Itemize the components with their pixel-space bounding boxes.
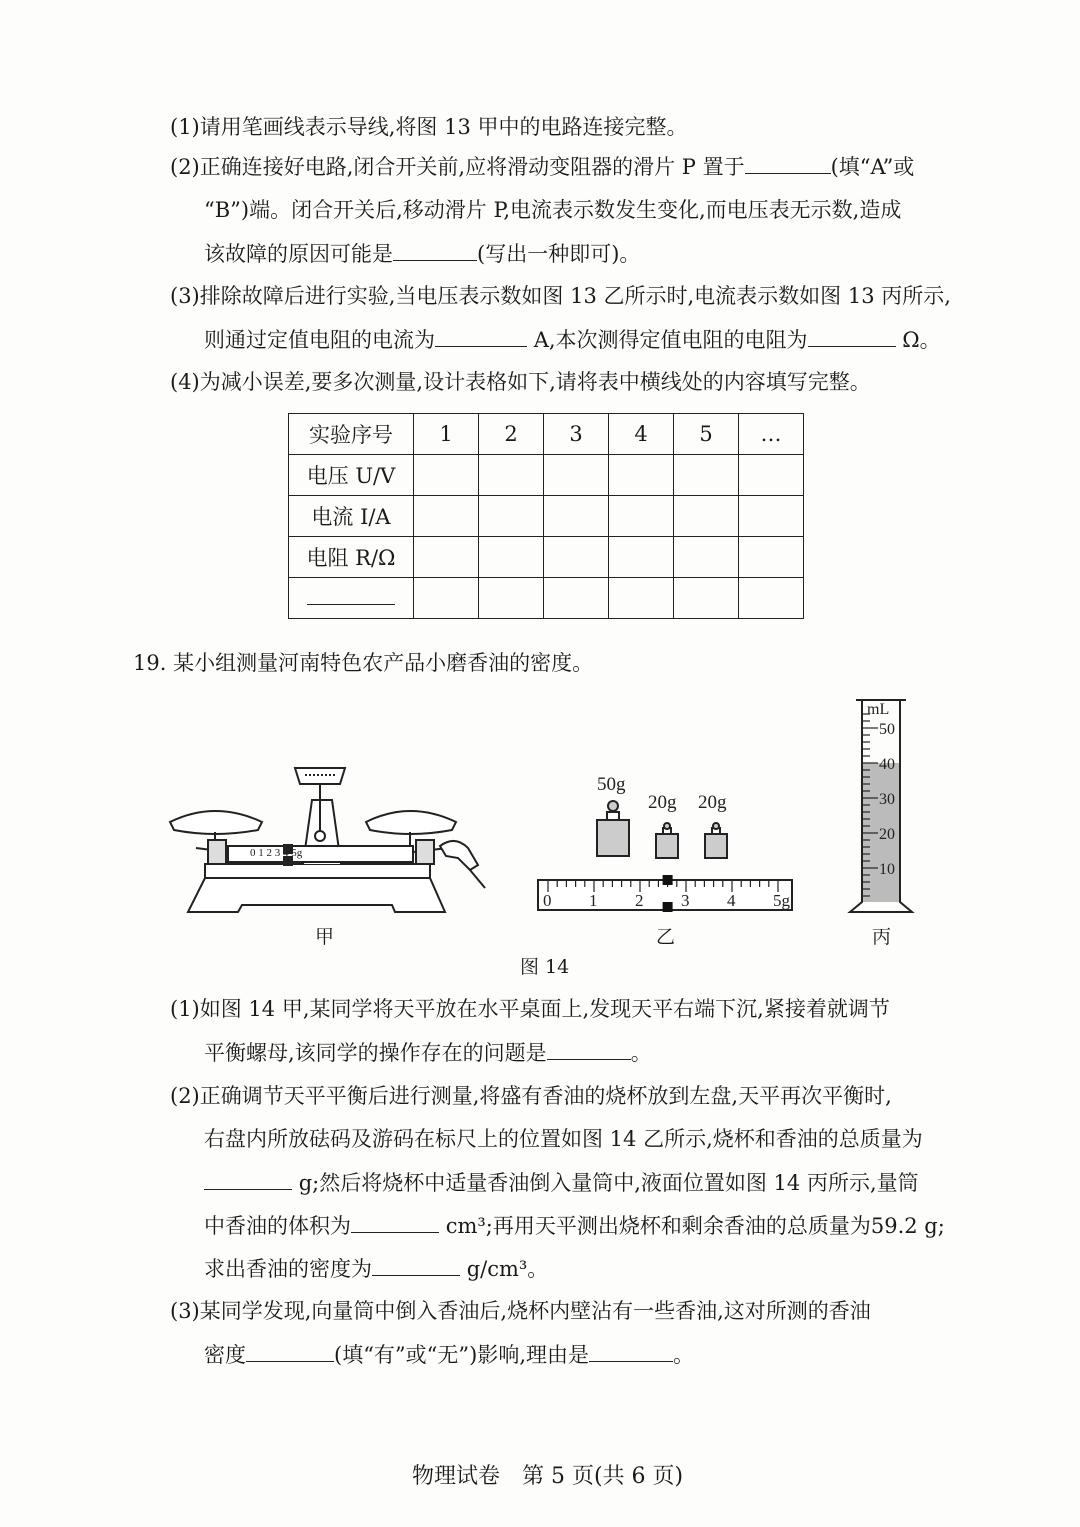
rider-marker-bottom (663, 902, 673, 912)
q19-part1-line2 (204, 1037, 652, 1068)
figure-label-jia: 甲 (315, 926, 335, 948)
cylinder-tick-label: 30 (879, 791, 895, 808)
table-header-cell: 实验序号 (289, 414, 414, 455)
figure-label-bing: 丙 (872, 926, 892, 948)
table-row-label: 电压 U/V (289, 455, 414, 496)
q19-part3-line2 (204, 1339, 694, 1370)
cylinder-tick-label: 10 (879, 861, 895, 878)
q19-part1-text-b: 平衡螺母,该同学的操作存在的问题是 (204, 1041, 547, 1065)
answer-blank-operation-problem[interactable] (547, 1037, 631, 1060)
q18-part3-text-c: A,本次测得定值电阻的电阻为 (533, 328, 808, 352)
answer-blank-effect[interactable] (246, 1339, 334, 1362)
weight-label-50g: 50g (597, 774, 626, 795)
table-header-cell: 3 (544, 414, 609, 455)
q19-part3-line1: (3)某同学发现,向量筒中倒入香油后,烧杯内壁沾有一些香油,这对所测的香油 (170, 1299, 871, 1323)
cylinder-tick-label: 20 (879, 826, 895, 843)
q19-part2-text-d: 中香油的体积为 (204, 1214, 351, 1238)
table-header-cell: … (739, 414, 804, 455)
q18-part3-text-d: Ω。 (902, 328, 941, 352)
table-row-label: 电阻 R/Ω (289, 537, 414, 578)
answer-blank-oil-density[interactable] (372, 1253, 460, 1276)
table-row-label: 电流 I/A (289, 496, 414, 537)
q18-part2-text-a: (2)正确连接好电路,闭合开关前,应将滑动变阻器的滑片 P 置于 (170, 155, 745, 179)
ruler-tick-label: 2 (635, 891, 644, 910)
answer-blank-oil-volume[interactable] (351, 1210, 439, 1233)
q18-part2-text-e: (写出一种即可)。 (477, 242, 641, 266)
q19-part2-line1: (2)正确调节天平平衡后进行测量,将盛有香油的烧杯放到左盘,天平再次平衡时, (170, 1084, 892, 1108)
rider-marker-top (663, 875, 673, 885)
q19-part3-text-b: 密度 (204, 1343, 246, 1367)
ruler-tick-label: 3 (681, 891, 690, 910)
q18-part2-line2: “B”)端。闭合开关后,移动滑片 P,电流表示数发生变化,而电压表无示数,造成 (204, 198, 902, 222)
q19-part2-line3 (204, 1167, 919, 1198)
ruler-tick-label: 5g (773, 891, 790, 910)
q18-part4: (4)为减小误差,要多次测量,设计表格如下,请将表中横线处的内容填写完整。 (170, 370, 871, 394)
figure-label-yi: 乙 (656, 926, 676, 948)
page-footer: 物理试卷 第 5 页(共 6 页) (412, 1464, 684, 1489)
weight-label-20g-b: 20g (698, 792, 727, 813)
table-header-cell: 5 (674, 414, 739, 455)
q19-part2-text-c: g;然后将烧杯中适量香油倒入量筒中,液面位置如图 14 丙所示,量筒 (298, 1171, 919, 1195)
q19-part3-text-c: (填“有”或“无”)影响,理由是 (334, 1343, 590, 1367)
ruler-tick-label: 4 (727, 891, 736, 910)
q18-part2-text-d: 该故障的原因可能是 (204, 242, 393, 266)
q18-part1: (1)请用笔画线表示导线,将图 13 甲中的电路连接完整。 (170, 115, 688, 139)
ruler-tick-label: 1 (589, 891, 598, 910)
q18-part2-text-b: (填“A”或 (830, 155, 915, 179)
cylinder-tick-label: 40 (879, 756, 895, 773)
ruler-tick-label: 0 (543, 891, 552, 910)
balance-illustration (170, 768, 485, 912)
figure-caption: 图 14 (520, 956, 570, 978)
q19-part2-line4 (204, 1210, 945, 1241)
weight-label-20g-a: 20g (648, 792, 677, 813)
table-header-cell: 2 (479, 414, 544, 455)
q19-part2-text-e: cm³;再用天平测出烧杯和剩余香油的总质量为59.2 g; (445, 1214, 945, 1238)
q19-part1-line1: (1)如图 14 甲,某同学将天平放在水平桌面上,发现天平右端下沉,紧接着就调节 (170, 997, 890, 1021)
q19-title: 19. 某小组测量河南特色农产品小磨香油的密度。 (133, 651, 594, 675)
q19-part1-text-c: 。 (630, 1041, 652, 1065)
q19-part2-text-g: g/cm³。 (466, 1257, 549, 1281)
cylinder-tick-label: 50 (879, 721, 895, 738)
q18-part3-text-b: 则通过定值电阻的电流为 (204, 328, 435, 352)
q19-part2-line5 (204, 1253, 548, 1284)
cylinder-unit-label: mL (867, 701, 890, 718)
answer-blank-total-mass[interactable] (204, 1167, 292, 1190)
answer-blank-reason[interactable] (589, 1339, 673, 1362)
q19-part3-text-d: 。 (673, 1343, 695, 1367)
table-header-cell: 1 (414, 414, 479, 455)
q19-part2-line2: 右盘内所放砝码及游码在标尺上的位置如图 14 乙所示,烧杯和香油的总质量为 (204, 1127, 923, 1151)
q19-part2-text-f: 求出香油的密度为 (204, 1257, 372, 1281)
q18-part3-line1: (3)排除故障后进行实验,当电压表示数如图 13 乙所示时,电流表示数如图 13 丙所示, (170, 284, 951, 308)
svg-text:0 1 2 3 4 5g: 0 1 2 3 4 5g (250, 847, 303, 859)
table-header-cell: 4 (609, 414, 674, 455)
